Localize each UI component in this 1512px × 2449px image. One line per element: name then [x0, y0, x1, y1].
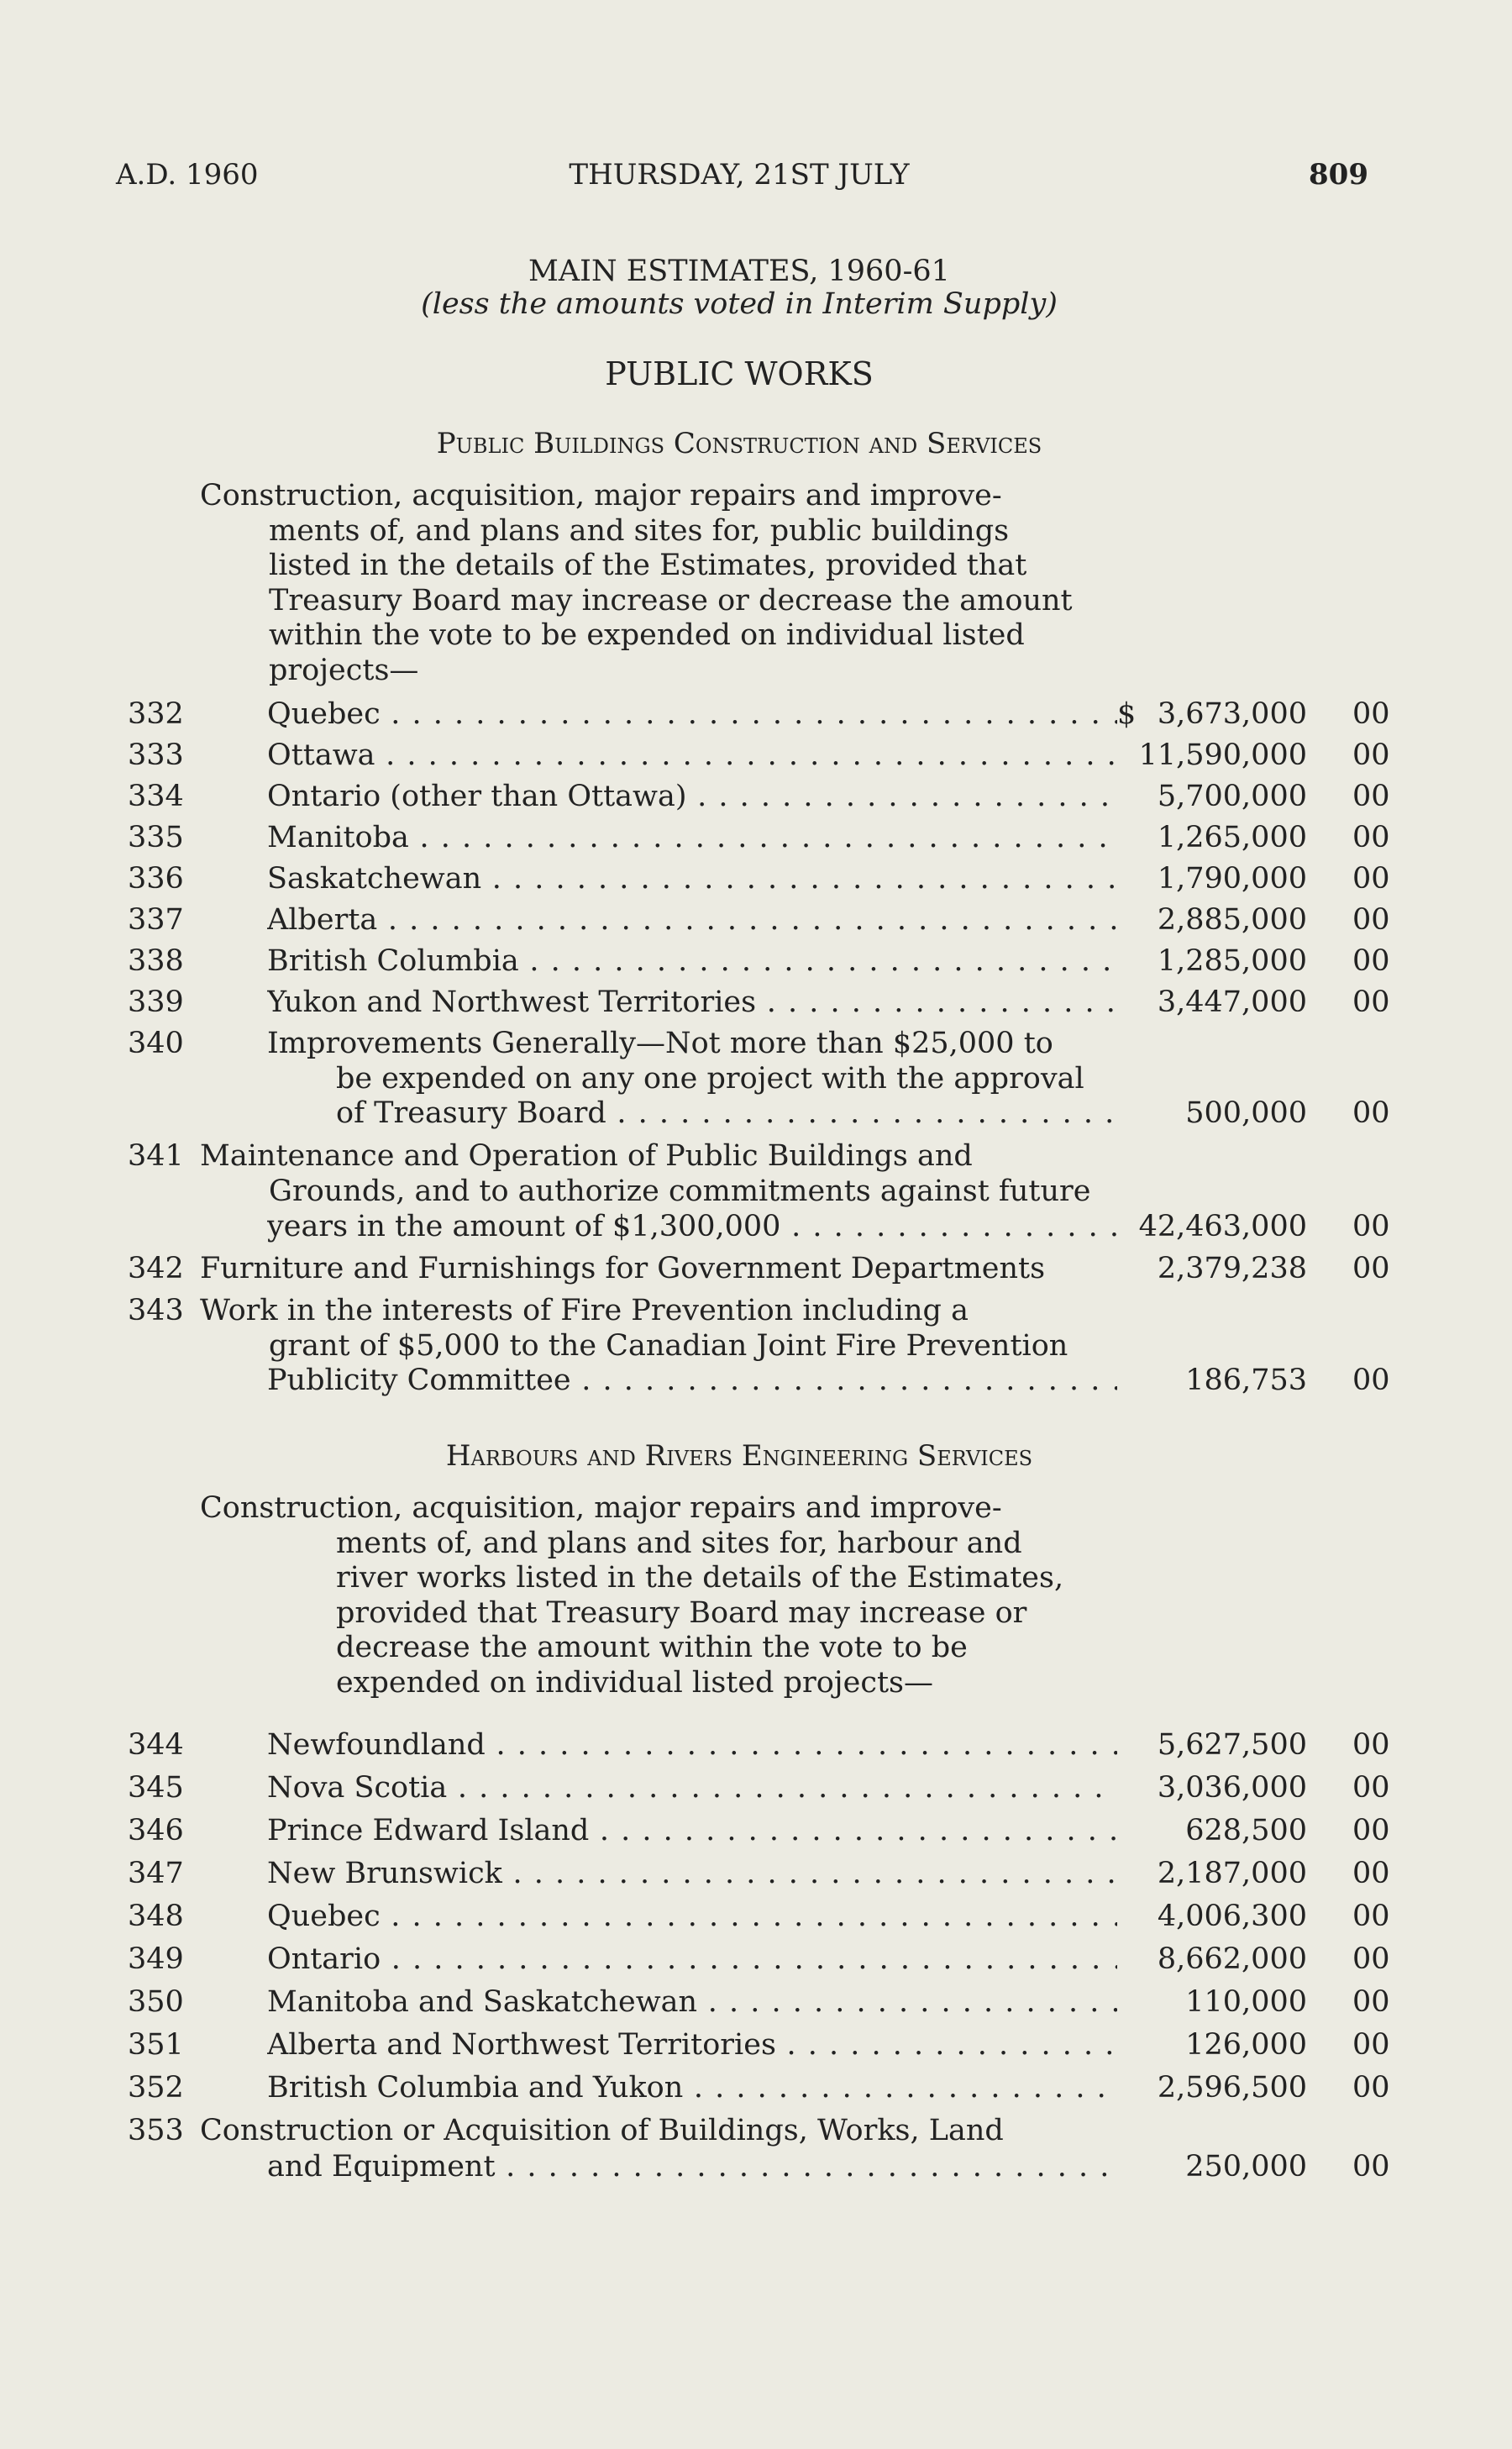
vote-label: Manitoba and Saskatchewan . . . — [267, 1985, 1117, 2019]
section2-heading: Harbours and Rivers Engineering Services — [445, 1439, 1033, 1473]
table-row — [0, 985, 1394, 1023]
vote-number: 346 — [128, 1814, 184, 1847]
vote-number: 352 — [128, 2071, 184, 2105]
table-row — [0, 1210, 1394, 1248]
amount-dollars: 5,627,500 — [1157, 1728, 1307, 1762]
vote-number: 344 — [128, 1728, 184, 1762]
vote-label: British Columbia and Yukon . . . — [267, 2071, 1117, 2105]
vote-label: Publicity Committee . . . — [267, 1364, 1117, 1397]
amount-dollars: 186,753 — [1185, 1364, 1307, 1397]
vote-341-text — [200, 1139, 1117, 1209]
vote-label: Ontario . . . — [267, 1942, 1117, 1976]
page-title: MAIN ESTIMATES, 1960-61 — [528, 255, 950, 288]
amount-cents: 00 — [1352, 780, 1390, 813]
item-line: Work in the interests of Fire Prevention including a — [200, 1294, 969, 1327]
section1-heading: Public Buildings Construction and Services — [436, 427, 1042, 460]
amount-cents: 00 — [1352, 738, 1390, 772]
vote-number: 351 — [128, 2028, 184, 2062]
vote-number: 337 — [128, 903, 184, 937]
vote-label: of Treasury Board . . . — [336, 1096, 1117, 1130]
amount-cents: 00 — [1352, 1900, 1390, 1933]
vote-number: 340 — [128, 1027, 184, 1060]
currency-symbol: $ — [1117, 697, 1137, 731]
table-row — [0, 2071, 1394, 2109]
amount-cents: 00 — [1352, 944, 1390, 978]
amount-cents: 00 — [1352, 821, 1390, 854]
table-row — [0, 944, 1394, 982]
amount-dollars: 3,673,000 — [1157, 697, 1307, 731]
amount-dollars: 2,885,000 — [1157, 903, 1307, 937]
table-row — [0, 903, 1394, 941]
vote-label: British Columbia . . . — [267, 944, 1117, 978]
amount-dollars: 628,500 — [1185, 1814, 1307, 1847]
vote-number: 350 — [128, 1985, 184, 2019]
amount-cents: 00 — [1352, 1942, 1390, 1976]
amount-dollars: 1,790,000 — [1157, 862, 1307, 896]
vote-number: 343 — [128, 1294, 184, 1327]
intro-line: ments of, and plans and sites for, harbour and — [336, 1526, 1022, 1560]
vote-label: Quebec . . . — [267, 1900, 1117, 1933]
amount-cents: 00 — [1352, 697, 1390, 731]
amount-cents: 00 — [1352, 2071, 1390, 2105]
vote-label: New Brunswick . . . — [267, 1857, 1117, 1890]
table-row — [0, 1728, 1394, 1766]
item-line: Construction or Acquisition of Buildings, Works, Land — [200, 2114, 1004, 2147]
vote-label: Quebec . . . — [267, 697, 1117, 731]
vote-353-text — [200, 2114, 1117, 2149]
table-row — [0, 821, 1394, 859]
amount-dollars: 110,000 — [1185, 1985, 1307, 2019]
vote-label: Alberta . . . — [267, 903, 1117, 937]
table-row — [0, 1942, 1394, 1980]
amount-cents: 00 — [1352, 1210, 1390, 1243]
intro-line: Treasury Board may increase or decrease the amount — [269, 583, 1073, 618]
amount-dollars: 126,000 — [1185, 2028, 1307, 2062]
vote-label: Yukon and Northwest Territories . . . — [267, 985, 1117, 1019]
table-row — [0, 738, 1394, 776]
table-row — [0, 1364, 1394, 1401]
section2-intro — [200, 1491, 1117, 1700]
amount-cents: 00 — [1352, 1096, 1390, 1130]
amount-dollars: 1,285,000 — [1157, 944, 1307, 978]
amount-cents: 00 — [1352, 1728, 1390, 1762]
amount-cents: 00 — [1352, 1985, 1390, 2019]
item-line: Grounds, and to authorize commitments against future — [269, 1174, 1091, 1208]
header-left: A.D. 1960 — [116, 158, 259, 192]
vote-label: Prince Edward Island . . . — [267, 1814, 1117, 1847]
intro-line: expended on individual listed projects— — [336, 1665, 933, 1700]
table-row — [0, 1985, 1394, 2023]
intro-line: river works listed in the details of the Estimates, — [336, 1561, 1064, 1595]
table-row — [0, 2150, 1394, 2188]
amount-dollars: 2,596,500 — [1157, 2071, 1307, 2105]
table-row — [0, 780, 1394, 817]
vote-label: Saskatchewan . . . — [267, 862, 1117, 896]
vote-label: Ottawa . . . — [267, 738, 1117, 772]
amount-cents: 00 — [1352, 903, 1390, 937]
amount-cents: 00 — [1352, 1857, 1390, 1890]
page-number: 809 — [1309, 158, 1368, 192]
intro-line: within the vote to be expended on individual listed — [269, 618, 1025, 652]
amount-cents: 00 — [1352, 2150, 1390, 2184]
vote-number: 349 — [128, 1942, 184, 1976]
table-row — [0, 2028, 1394, 2066]
amount-cents: 00 — [1352, 1252, 1390, 1285]
table-row — [0, 1857, 1394, 1895]
table-row — [0, 1771, 1394, 1809]
vote-label: Furniture and Furnishings for Government Departments — [200, 1252, 1046, 1285]
vote-343-text — [200, 1294, 1117, 1364]
intro-line: listed in the details of the Estimates, provided that — [269, 549, 1027, 582]
amount-dollars: 2,379,238 — [1157, 1252, 1307, 1285]
amount-dollars: 8,662,000 — [1157, 1942, 1307, 1976]
vote-number: 353 — [128, 2114, 184, 2147]
amount-cents: 00 — [1352, 1771, 1390, 1805]
table-row — [0, 862, 1394, 900]
item-line: Improvements Generally—Not more than $25,000 to — [267, 1027, 1053, 1060]
table-row — [0, 1096, 1394, 1134]
amount-dollars: 5,700,000 — [1157, 780, 1307, 813]
table-row — [0, 697, 1394, 735]
department-heading: PUBLIC WORKS — [605, 355, 874, 392]
section1-intro — [200, 479, 1117, 688]
vote-label: Newfoundland . . . — [267, 1728, 1117, 1762]
amount-cents: 00 — [1352, 985, 1390, 1019]
intro-line: decrease the amount within the vote to be — [336, 1631, 968, 1664]
vote-number: 348 — [128, 1900, 184, 1933]
amount-dollars: 250,000 — [1185, 2150, 1307, 2184]
vote-number: 335 — [128, 821, 184, 854]
vote-label: Alberta and Northwest Territories . . . — [267, 2028, 1117, 2062]
amount-cents: 00 — [1352, 2028, 1390, 2062]
vote-number: 345 — [128, 1771, 184, 1805]
amount-dollars: 1,265,000 — [1157, 821, 1307, 854]
amount-dollars: 42,463,000 — [1138, 1210, 1307, 1243]
vote-number: 347 — [128, 1857, 184, 1890]
amount-cents: 00 — [1352, 862, 1390, 896]
vote-number: 334 — [128, 780, 184, 813]
vote-340-text — [267, 1027, 1117, 1096]
vote-number: 341 — [128, 1139, 184, 1173]
table-row — [0, 1814, 1394, 1852]
vote-label: and Equipment . . . — [267, 2150, 1117, 2184]
intro-line: projects— — [269, 653, 419, 687]
item-line: Maintenance and Operation of Public Buildings and — [200, 1139, 973, 1173]
table-row — [0, 1900, 1394, 1937]
vote-number: 338 — [128, 944, 184, 978]
vote-number: 339 — [128, 985, 184, 1019]
vote-number: 342 — [128, 1252, 184, 1285]
amount-dollars: 3,036,000 — [1157, 1771, 1307, 1805]
amount-dollars: 4,006,300 — [1157, 1900, 1307, 1933]
vote-number: 336 — [128, 862, 184, 896]
vote-label: Manitoba . . . — [267, 821, 1117, 854]
vote-342 — [0, 1252, 1394, 1290]
header-center: THURSDAY, 21ST JULY — [569, 158, 910, 192]
item-line: be expended on any one project with the approval — [336, 1061, 1084, 1096]
intro-line: Construction, acquisition, major repairs and improve- — [200, 1491, 1002, 1525]
vote-label: Nova Scotia . . . — [267, 1771, 1117, 1805]
page-subtitle: (less the amounts voted in Interim Supply) — [421, 287, 1058, 321]
vote-label: years in the amount of $1,300,000 . . . — [267, 1210, 1117, 1243]
item-line: grant of $5,000 to the Canadian Joint Fire Prevention — [269, 1328, 1068, 1363]
intro-line: Construction, acquisition, major repairs and improve- — [200, 479, 1002, 512]
amount-dollars: 11,590,000 — [1138, 738, 1307, 772]
intro-line: ments of, and plans and sites for, public buildings — [269, 513, 1010, 548]
amount-cents: 00 — [1352, 1364, 1390, 1397]
vote-number: 332 — [128, 697, 184, 731]
amount-dollars: 2,187,000 — [1157, 1857, 1307, 1890]
vote-label: Ontario (other than Ottawa) . . . — [267, 780, 1117, 813]
intro-line: provided that Treasury Board may increase or — [336, 1595, 1027, 1630]
vote-number: 333 — [128, 738, 184, 772]
amount-dollars: 3,447,000 — [1157, 985, 1307, 1019]
amount-cents: 00 — [1352, 1814, 1390, 1847]
amount-dollars: 500,000 — [1185, 1096, 1307, 1130]
